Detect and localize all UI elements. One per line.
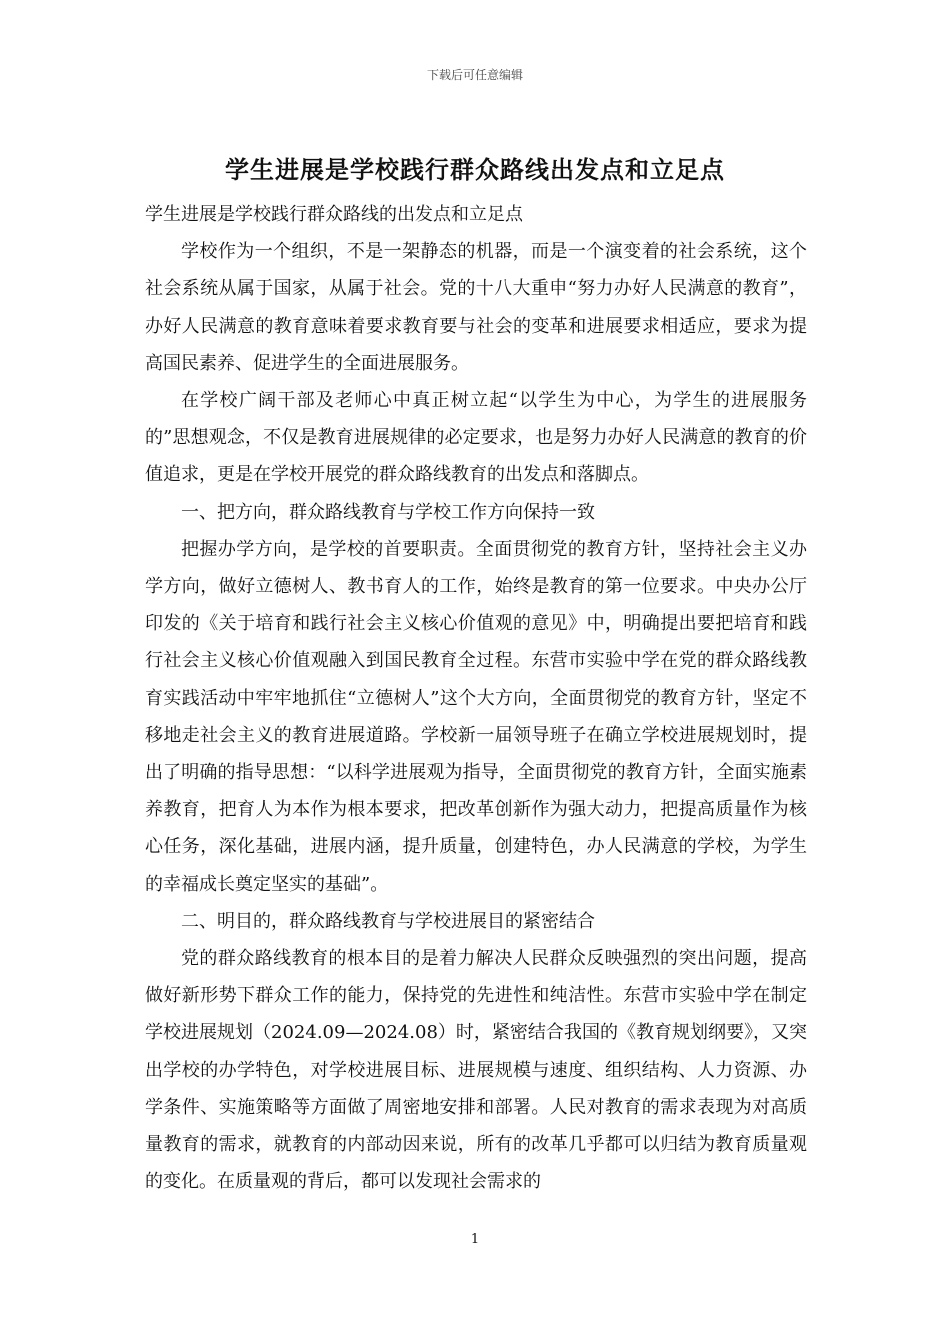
paragraph: 学校作为一个组织，不是一架静态的机器，而是一个演变着的社会系统，这个社会系统从属于国家，从属于社会。党的十八大重申“努力办好人民满意的教育”，办好人民满意的教育意味着要求教育要与社会的变革和进展要求相适应，要求为提高国民素养、促进学生的全面进展服务。	[145, 241, 807, 374]
section-heading-2: 二、明目的，群众路线教育与学校进展目的紧密结合	[181, 910, 595, 932]
paragraph: 在学校广阔干部及老师心中真正树立起“以学生为中心，为学生的进展服务的”思想观念，不仅是教育进展规律的必定要求，也是努力办好人民满意的教育的价值追求，更是在学校开展党的群众路线教育的出发点和落脚点。	[145, 390, 807, 486]
paragraph-subtitle: 学生进展是学校践行群众路线的出发点和立足点	[145, 204, 523, 225]
paragraph: 党的群众路线教育的根本目的是着力解决人民群众反映强烈的突出问题，提高做好新形势下群众工作的能力，保持党的先进性和纯洁性。东营市实验中学在制定学校进展规划（2024.09—2024.08）时，紧密结合我国的《教育规划纲要》，又突出学校的办学特色，对学校进展目标、进展规模与速度、组织结构、人力资源、办学条件、实施策略等方面做了周密地安排和部署。人民对教育的需求表现为对高质量教育的需求，就教育的内部动因来说，所有的改革几乎都可以归结为教育质量观的变化。在质量观的背后，都可以发现社会需求的	[145, 948, 807, 1193]
page-header: 下载后可任意编辑	[426, 68, 523, 82]
document-title: 学生进展是学校践行群众路线出发点和立足点	[225, 155, 725, 184]
document-body	[145, 196, 807, 1200]
section-heading-1: 一、把方向，群众路线教育与学校工作方向保持一致	[181, 501, 595, 523]
paragraph: 把握办学方向，是学校的首要职责。全面贯彻党的教育方针，坚持社会主义办学方向，做好立德树人、教书育人的工作，始终是教育的第一位要求。中央办公厅印发的《关于培育和践行社会主义核心价值观的意见》中，明确提出要把培育和践行社会主义核心价值观融入到国民教育全过程。东营市实验中学在党的群众路线教育实践活动中牢牢地抓住“立德树人”这个大方向，全面贯彻党的教育方针，坚定不移地走社会主义的教育进展道路。学校新一届领导班子在确立学校进展规划时，提出了明确的指导思想：“以科学进展观为指导，全面贯彻党的教育方针，全面实施素养教育，把育人为本作为根本要求，把改革创新作为强大动力，把提高质量作为核心任务，深化基础，进展内涵，提升质量，创建特色，办人民满意的学校，为学生的幸福成长奠定坚实的基础”。	[145, 538, 807, 895]
page-number: 1	[470, 1232, 480, 1247]
